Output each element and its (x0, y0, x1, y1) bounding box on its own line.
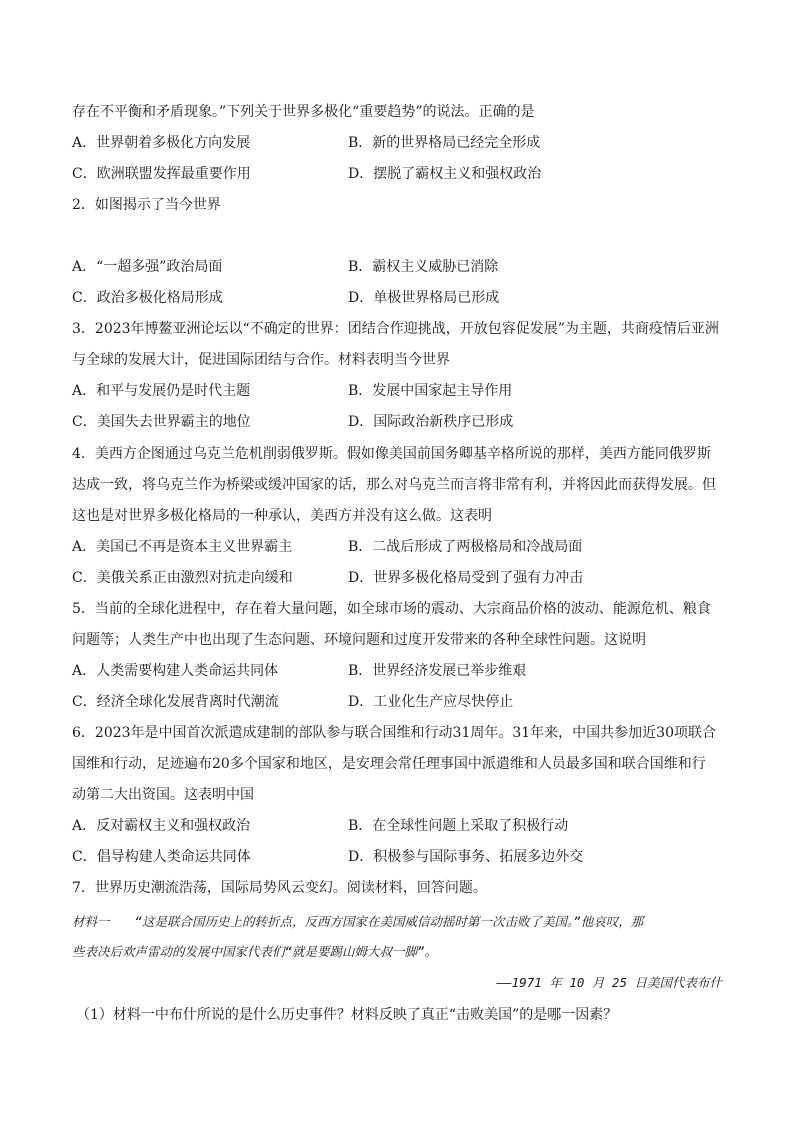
q4-option-b[interactable]: B．二战后形成了两极格局和冷战局面 (348, 539, 583, 555)
q3-stem-line-2: 与全球的发展大计，促进国际团结与合作。材料表明当今世界 (72, 352, 450, 368)
q1-option-b[interactable]: B．新的世界格局已经完全形成 (348, 135, 541, 151)
q3-option-c[interactable]: C．美国失去世界霸主的地位 (72, 414, 251, 430)
q6-option-b[interactable]: B．在全球性问题上采取了积极行动 (348, 818, 569, 834)
material-one-line-1: 材料一 “这是联合国历史上的转折点，反西方国家在美国威信动摇时第一次击败了美国。”他哀叹，那 (72, 914, 644, 929)
q6-option-d[interactable]: D．积极参与国际事务、拓展多边外交 (348, 849, 584, 865)
q3-option-d[interactable]: D．国际政治新秩序已形成 (348, 414, 514, 430)
q6-stem-line-3: 动第二大出资国。这表明中国 (72, 787, 254, 803)
q4-stem-line-2: 达成一致，将乌克兰作为桥梁或缓冲国家的话，那么对乌克兰而言将非常有利，并将因此而获得发展。但 (72, 477, 716, 493)
q5-option-a[interactable]: A．人类需要构建人类命运共同体 (72, 663, 279, 679)
q4-option-c[interactable]: C．美俄关系正由激烈对抗走向缓和 (72, 570, 293, 586)
q6-option-c[interactable]: C．倡导构建人类命运共同体 (72, 849, 251, 865)
q5-option-b[interactable]: B．世界经济发展已举步维艰 (348, 663, 527, 679)
q5-option-c[interactable]: C．经济全球化发展背离时代潮流 (72, 694, 279, 710)
q1-option-c[interactable]: C．欧洲联盟发挥最重要作用 (72, 166, 251, 182)
q3-stem-line-1: 3．2023年博鳌亚洲论坛以“不确定的世界：团结合作迎挑战，开放包容促发展”为主题，共商疫情后亚洲 (72, 321, 719, 337)
q6-option-a[interactable]: A．反对霸权主义和强权政治 (72, 818, 251, 834)
q5-option-d[interactable]: D．工业化生产应尽快停止 (348, 694, 514, 710)
q2-option-a[interactable]: A．“一超多强”政治局面 (72, 259, 223, 275)
material-one-source: ——1971 年 10 月 25 日美国代表布什 (496, 975, 722, 990)
material-one-line-2: 些表决后欢声雷动的发展中国家代表们“就是要踢山姆大叔一脚”。 (72, 944, 438, 959)
q5-stem-line-1: 5．当前的全球化进程中，存在着大量问题，如全球市场的震动、大宗商品价格的波动、能源危机、粮食 (72, 601, 711, 617)
q3-option-a[interactable]: A．和平与发展仍是时代主题 (72, 383, 251, 399)
q4-stem-line-1: 4．美西方企图通过乌克兰危机削弱俄罗斯。假如像美国前国务卿基辛格所说的那样，美西方能同俄罗斯 (72, 446, 711, 462)
q7-stem: 7．世界历史潮流浩荡，国际局势风云变幻。阅读材料，回答问题。 (72, 880, 487, 896)
q6-stem-line-1: 6．2023年是中国首次派遣成建制的部队参与联合国维和行动31周年。31年来，中国共参加近30项联合 (72, 725, 716, 741)
q4-option-d[interactable]: D．世界多极化格局受到了强有力冲击 (348, 570, 584, 586)
q2-option-c[interactable]: C．政治多极化格局形成 (72, 290, 223, 306)
q1-stem-tail: 存在不平衡和矛盾现象。”下列关于世界多极化“重要趋势”的说法。正确的是 (72, 104, 535, 120)
q1-option-d[interactable]: D．摆脱了霸权主义和强权政治 (348, 166, 542, 182)
q7-subquestion-1: （1）材料一中布什所说的是什么历史事件？材料反映了真正“击败美国”的是哪一因素？ (76, 1007, 618, 1023)
q2-option-b[interactable]: B．霸权主义威胁已消除 (348, 259, 499, 275)
q2-stem: 2．如图揭示了当今世界 (72, 197, 221, 213)
q4-stem-line-3: 这也是对世界多极化格局的一种承认，美西方并没有这么做。这表明 (72, 508, 492, 524)
q2-option-d[interactable]: D．单极世界格局已形成 (348, 290, 500, 306)
q3-option-b[interactable]: B．发展中国家起主导作用 (348, 383, 513, 399)
q4-option-a[interactable]: A．美国已不再是资本主义世界霸主 (72, 539, 293, 555)
q1-option-a[interactable]: A．世界朝着多极化方向发展 (72, 135, 251, 151)
q5-stem-line-2: 问题等；人类生产中也出现了生态问题、环境问题和过度开发带来的各种全球性问题。这说明 (72, 632, 646, 648)
q6-stem-line-2: 国维和行动，足迹遍布20多个国家和地区，是安理会常任理事国中派遣维和人员最多国和联合国维和行 (72, 756, 706, 772)
